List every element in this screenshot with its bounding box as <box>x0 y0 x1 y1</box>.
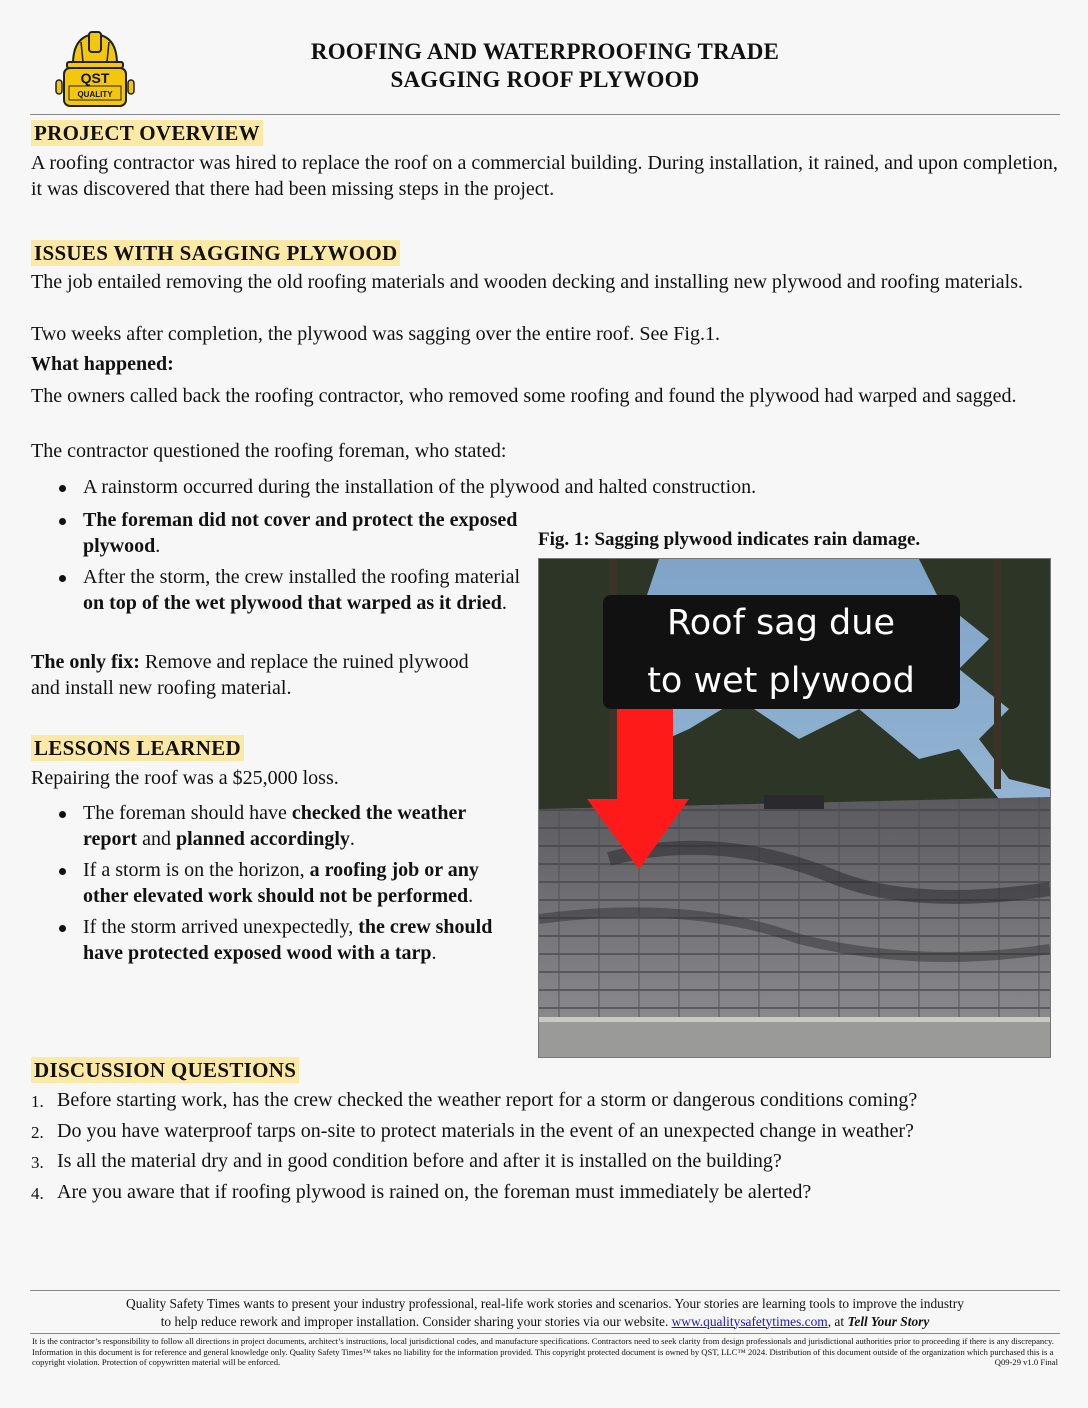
bullet-text: After the storm, the crew installed the roofing material <box>83 566 521 588</box>
footer-divider <box>30 1290 1060 1291</box>
bullet-text: . <box>155 534 161 557</box>
question-text: Is all the material dry and in good condition before and after it is installed on the building? <box>57 1150 782 1173</box>
what-happened-label: What happened: <box>31 353 174 375</box>
document-version: Q09-29 v1.0 Final <box>994 1357 1058 1368</box>
header-divider <box>30 114 1060 115</box>
website-link[interactable]: www.qualitysafetytimes.com <box>671 1313 828 1329</box>
footer-message <box>40 1295 1050 1330</box>
list-item <box>31 1088 1071 1114</box>
question-number: 1. <box>31 1092 44 1111</box>
footer-disclaimer <box>32 1336 1058 1368</box>
overview-text: A roofing contractor was hired to replace the roof on a commercial building. During installation, it rained, and upon completion, it was discovered that there had been missing steps in the project. <box>31 152 1058 200</box>
bullet-text: and <box>137 827 176 850</box>
bullet-bold-text: checked the weather report <box>83 802 466 850</box>
issues-paragraph-2: Two weeks after completion, the plywood was sagging over the entire roof. See Fig.1. <box>31 323 720 345</box>
bullet-text: A rainstorm occurred during the installation of the plywood and halted construction. <box>83 476 757 498</box>
section-heading-discussion: DISCUSSION QUESTIONS <box>31 1057 299 1083</box>
document-title <box>150 38 940 94</box>
footer-text: to help reduce rework and improper installation. Consider sharing your stories via our website. <box>160 1313 672 1329</box>
lessons-list <box>31 801 521 972</box>
bullet-bold-text: The foreman did not cover and protect the exposed plywood <box>83 509 518 557</box>
lessons-intro: Repairing the roof was a $25,000 loss. <box>31 767 339 789</box>
bullet-text: . <box>501 591 507 614</box>
list-item <box>31 801 521 852</box>
section-heading-lessons: LESSONS LEARNED <box>31 735 244 761</box>
foreman-statement-list <box>31 475 911 507</box>
discussion-questions <box>31 1088 1071 1211</box>
question-text: Are you aware that if roofing plywood is rained on, the foreman must immediately be alerted? <box>57 1181 812 1204</box>
qst-logo <box>55 28 135 112</box>
only-fix-paragraph <box>31 650 491 701</box>
bullet-text: . <box>349 827 355 850</box>
section-heading-issues: ISSUES WITH SAGGING PLYWOOD <box>31 240 400 266</box>
logo-text: QST <box>80 70 110 86</box>
title-line-1: ROOFING AND WATERPROOFING TRADE <box>310 39 780 64</box>
logo-subtext: QUALITY <box>77 90 113 99</box>
overlay-line-2: to wet plywood <box>647 661 915 701</box>
list-item <box>31 1180 1071 1206</box>
footer-line-1: Quality Safety Times wants to present your industry professional, real-life work stories and scenarios. Your stories are learning tools to improve the industry <box>126 1296 964 1311</box>
title-line-2: SAGGING ROOF PLYWOOD <box>390 67 700 92</box>
footer-text: , at <box>827 1313 848 1329</box>
tell-your-story-label: Tell Your Story <box>847 1313 930 1329</box>
bullet-text: If the storm arrived unexpectedly, <box>83 916 359 938</box>
issues-paragraph-3: The owners called back the roofing contractor, who removed some roofing and found the plywood had warped and sagged. <box>31 385 1017 407</box>
figure-caption: Fig. 1: Sagging plywood indicates rain damage. <box>538 529 921 550</box>
question-number: 4. <box>31 1184 44 1204</box>
question-number: 3. <box>31 1153 44 1173</box>
question-number: 2. <box>31 1122 44 1142</box>
list-item <box>31 1119 1071 1145</box>
bullet-text: If a storm is on the horizon, <box>83 859 310 881</box>
list-item <box>31 475 911 501</box>
only-fix-text: Remove and replace the ruined plywood and install new roofing material. <box>31 651 469 699</box>
list-item <box>31 565 521 616</box>
bullet-bold-text: planned accordingly <box>175 827 350 850</box>
bullet-text: . <box>468 884 474 907</box>
question-text: Do you have waterproof tarps on-site to protect materials in the event of an unexpected change in weather? <box>57 1119 914 1142</box>
bullet-bold-text: a roofing job or any other elevated work should not be performed <box>83 859 479 907</box>
list-item <box>31 858 521 909</box>
list-item <box>31 508 521 559</box>
bullet-text: The foreman should have <box>83 802 292 824</box>
question-text: Before starting work, has the crew checked the weather report for a storm or dangerous conditions coming? <box>57 1089 918 1111</box>
issues-paragraph-1: The job entailed removing the old roofing materials and wooden decking and installing new plywood and roofing materials. <box>31 271 1023 293</box>
section-heading-overview: PROJECT OVERVIEW <box>31 120 263 146</box>
sagging-roof-photo <box>538 558 1051 1058</box>
list-item <box>31 1149 1071 1175</box>
bullet-bold-text: on top of the wet plywood that warped as it dried <box>83 591 502 614</box>
overlay-line-1: Roof sag due <box>667 603 895 643</box>
bullet-bold-text: the crew should have protected exposed wood with a tarp <box>83 916 493 964</box>
footer-divider-2 <box>30 1333 1060 1334</box>
only-fix-label: The only fix: <box>31 651 140 673</box>
issues-paragraph-4: The contractor questioned the roofing foreman, who stated: <box>31 440 507 462</box>
list-item <box>31 915 521 966</box>
foreman-statement-list-continued <box>31 508 521 622</box>
bullet-text: . <box>431 941 437 964</box>
footer-line-2 <box>40 1313 1050 1331</box>
disclaimer-text: It is the contractor’s responsibility to follow all directions in project documents, architect’s instructions, local jurisdictional codes, and manufacture specifications. Contractors need to seek clarity from design professionals and jurisdictional authorities prior to proceeding if there is any discrepancy. Information in this document is for reference and general knowledge only. Quality Safety Times™ takes no liability for the information provided. This copyright protected document is owned by QST, LLC™ 2024. Distribution of this document outside of the organization which purchased this is a copyright violation. Protection of copywritten material will be enforced. <box>32 1336 1054 1368</box>
